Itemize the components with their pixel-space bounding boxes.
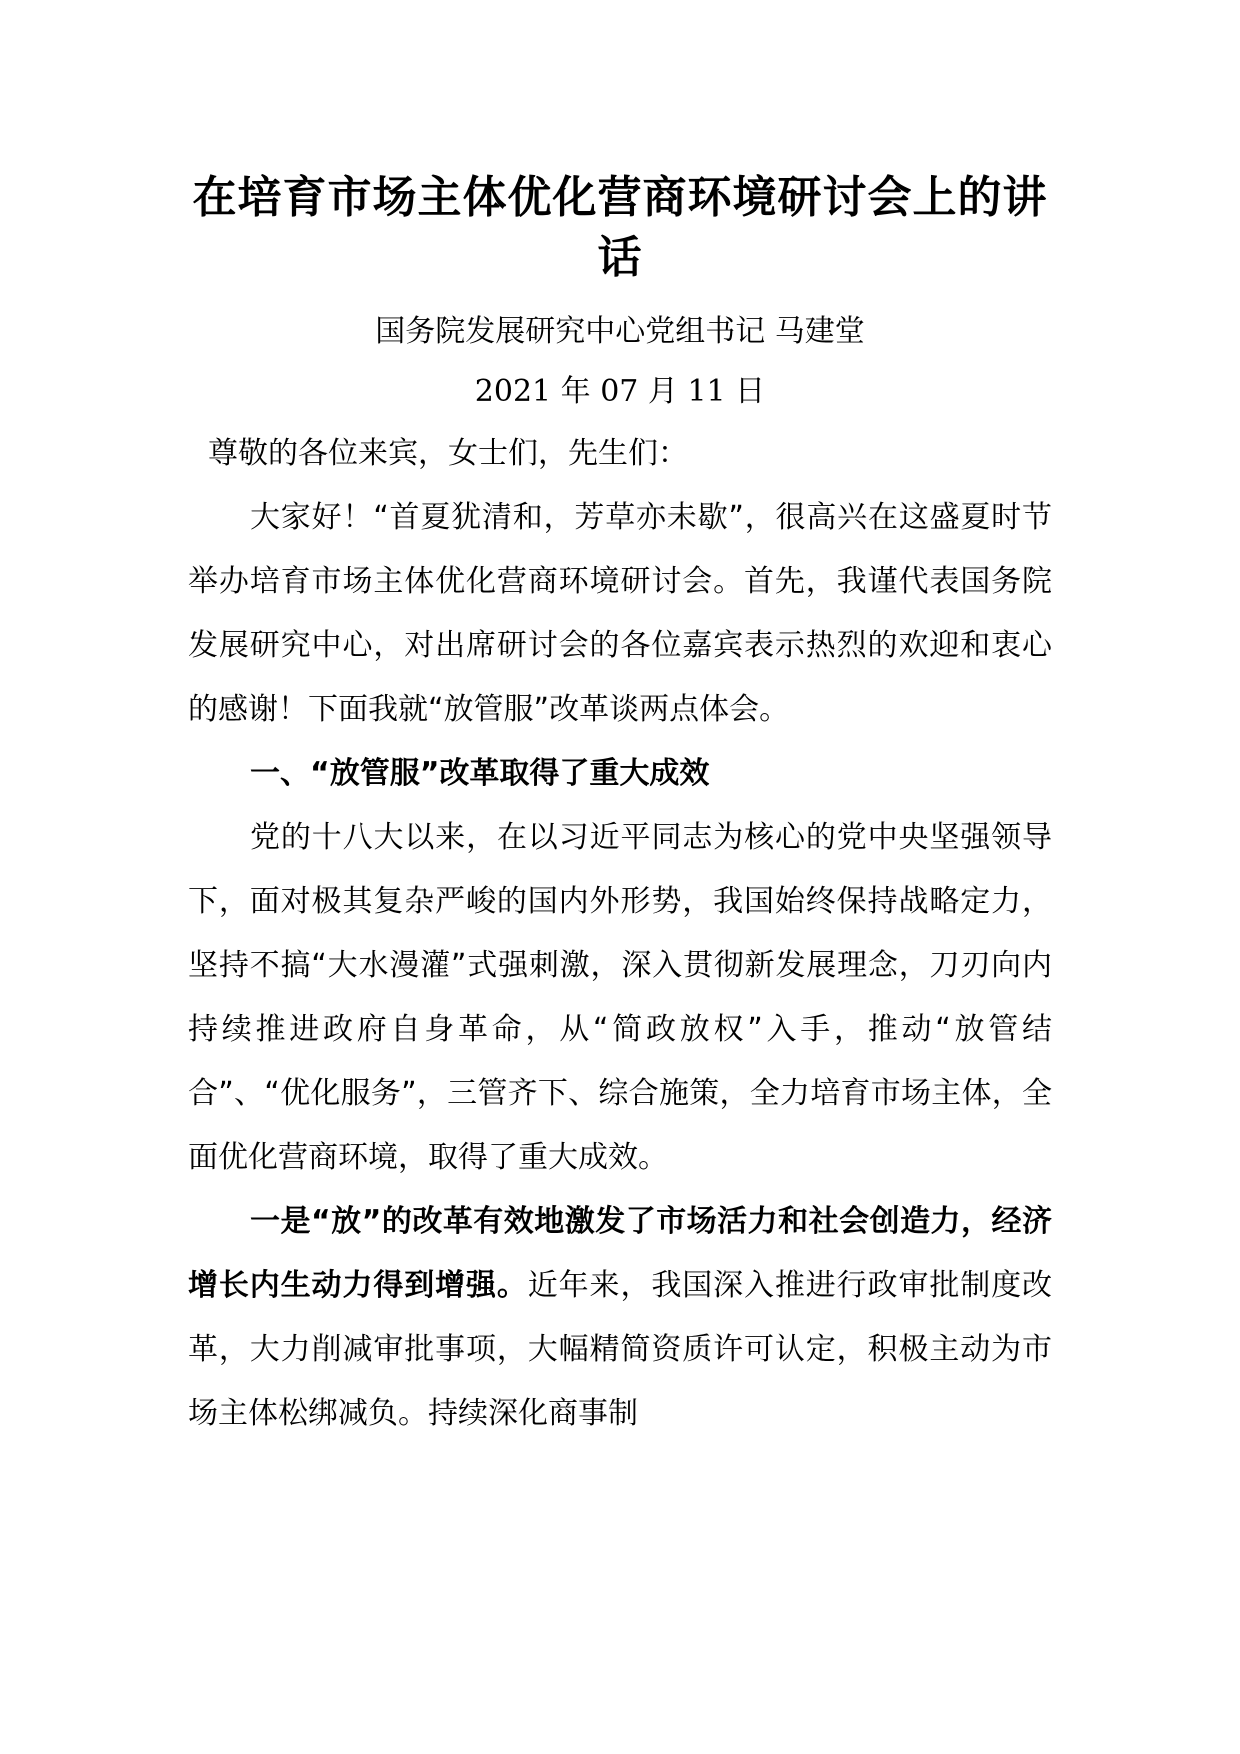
paragraph-lead-bold: 一是“放”的改革有效地激发了市场活力和社会创造力，经济增长内生动力得到增强。: [188, 1204, 1052, 1303]
paragraph-achievements: 党的十八大以来，在以习近平同志为核心的党中央坚强领导下，面对极其复杂严峻的国内外形势，我国始终保持战略定力，坚持不搞“大水漫灌”式强刺激，深入贯彻新发展理念，刀刃向内持续推进政府自身革命，从“简政放权”入手，推动“放管结合”、“优化服务”，三管齐下、综合施策，全力培育市场主体，全面优化营商环境，取得了重大成效。: [188, 820, 1052, 1175]
section-heading-1: 一、“放管服”改革取得了重大成效: [250, 756, 710, 791]
document-date: 2021 年 07 月 11 日: [474, 374, 766, 409]
document-page: [188, 168, 1052, 1446]
paragraph-body-text: 近年来，我国深入推进行政审批制度改革，大力削减审批事项，大幅精简资质许可认定，积极主动为市场主体松绑减负。持续深化商事制: [188, 1268, 1053, 1431]
salutation: 尊敬的各位来宾，女士们，先生们：: [208, 436, 688, 471]
paragraph-intro: 大家好！“首夏犹清和，芳草亦未歇”，很高兴在这盛夏时节举办培育市场主体优化营商环境研讨会。首先，我谨代表国务院发展研究中心，对出席研讨会的各位嘉宾表示热烈的欢迎和衷心的感谢！下面我就“放管服”改革谈两点体会。: [188, 500, 1052, 727]
document-title: 在培育市场主体优化营商环境研讨会上的讲话: [192, 172, 1048, 283]
document-author: 国务院发展研究中心党组书记 马建堂: [375, 314, 865, 349]
paragraph-fang-reform: [188, 1190, 1052, 1446]
